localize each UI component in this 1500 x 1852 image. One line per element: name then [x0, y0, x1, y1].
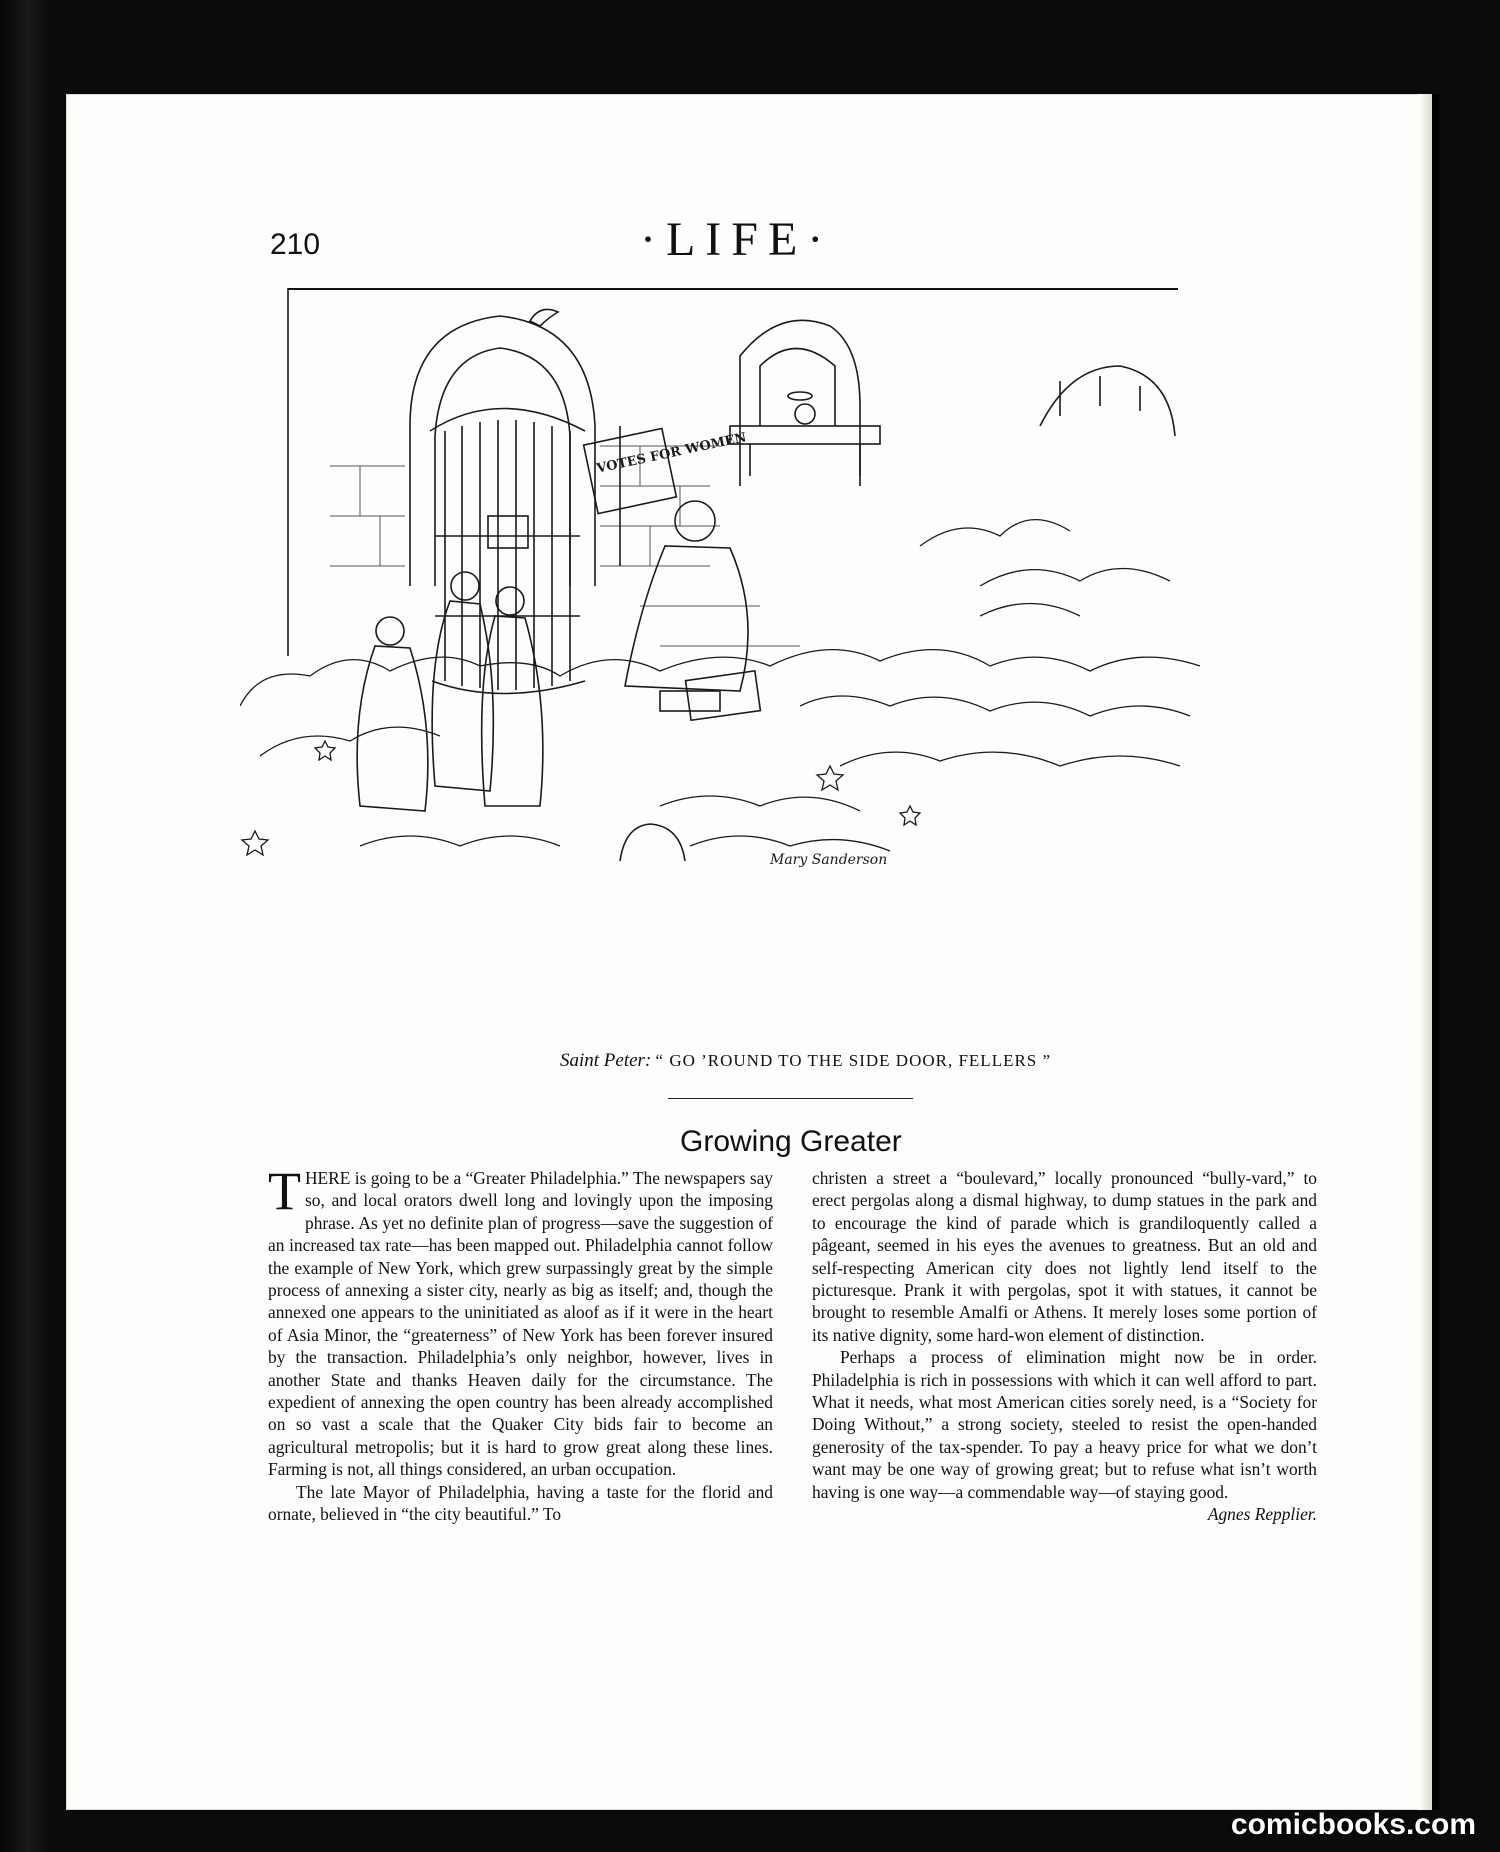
title-rule	[668, 1098, 913, 1099]
binding-edge	[0, 0, 50, 1852]
page-number: 210	[270, 228, 321, 261]
article-paragraph	[812, 1346, 1317, 1525]
paragraph-text: Perhaps a process of elimination might now be in order. Philadelphia is rich in possessions with which it can well afford to part. What it needs, what most American cities sorely need, is a “Society for Doing Without,” a strong society, steeled to resist the open-handed generosity of the tax-spender. To pay a heavy price for what we don’t want may be one way of growing great; but to refuse what isn’t worth having is one way—a commendable way—of staying good.	[812, 1347, 1317, 1502]
clouds	[240, 520, 1200, 851]
watermark: comicbooks.com	[1230, 1808, 1476, 1841]
gate-arch	[410, 316, 595, 586]
page-edge-shadow	[1418, 94, 1432, 1810]
article-column-left	[268, 1161, 773, 1526]
author-byline: Agnes Repplier.	[1207, 1504, 1317, 1525]
pearly-gate	[430, 409, 585, 694]
masthead: ·LIFE·	[640, 213, 834, 266]
caption-quote: “ GO ’ROUND TO THE SIDE DOOR, FELLERS ”	[655, 1051, 1052, 1070]
article-paragraph: The late Mayor of Philadelphia, having a taste for the florid and ornate, believed in “the city beautiful.” To	[268, 1481, 773, 1525]
seated-woman	[625, 501, 760, 720]
cartoon-illustration	[240, 286, 1250, 1026]
sign-text: VOTES FOR WOMEN	[595, 430, 748, 477]
window-tower	[730, 320, 880, 486]
drop-cap: T	[268, 1161, 301, 1221]
bird	[530, 309, 558, 326]
artist-signature: Mary Sanderson	[770, 852, 888, 868]
robed-figures	[357, 572, 543, 811]
article-title: Growing Greater	[680, 1125, 902, 1158]
cartoon-caption	[560, 1050, 1051, 1072]
caption-speaker: Saint Peter:	[560, 1050, 652, 1071]
adjacent-page-edge	[1432, 94, 1439, 1810]
article-paragraph	[268, 1161, 773, 1481]
paragraph-text: HERE is going to be a “Greater Philadelphia.” The newspapers say so, and local orators dwell long and lovingly upon the imposing phrase. As yet no definite plan of progress—save the suggestion of an increased tax rate—has been mapped out. Philadelphia cannot follow the example of New York, which grew surpassingly great by the simple process of annexing a sister city, nearly as big as itself; and, though the annexed one appears to the uninitiated as aloof as if it were in the heart of Asia Minor, the “greaterness” of New York has been forever insured by the transaction. Philadelphia’s only neighbor, however, lives in another State and thanks Heaven daily for the circumstance. The expedient of annexing the open country has been already accomplished on so vast a scale that the Quaker City bids fair to become an agricultural metropolis; but it is hard to grow great along these lines. Farming is not, all things considered, an urban occupation.	[268, 1168, 773, 1480]
article-paragraph: christen a street a “boulevard,” locally pronounced “bully-vard,” to erect pergolas along a dismal highway, to dump statues in the park and to encourage the kind of parade which is grandiloquently called a pâgeant, seemed in his eyes the avenues to greatness. But an old and self-respecting American city does not lightly lend itself to the picturesque. Prank it with pergolas, spot it with statues, it cannot be brought to resemble Amalfi or Athens. It merely loses some portion of its native dignity, some hard-won element of distinction.	[812, 1168, 1317, 1345]
bald-head	[620, 824, 685, 861]
article-column-right	[812, 1167, 1317, 1526]
